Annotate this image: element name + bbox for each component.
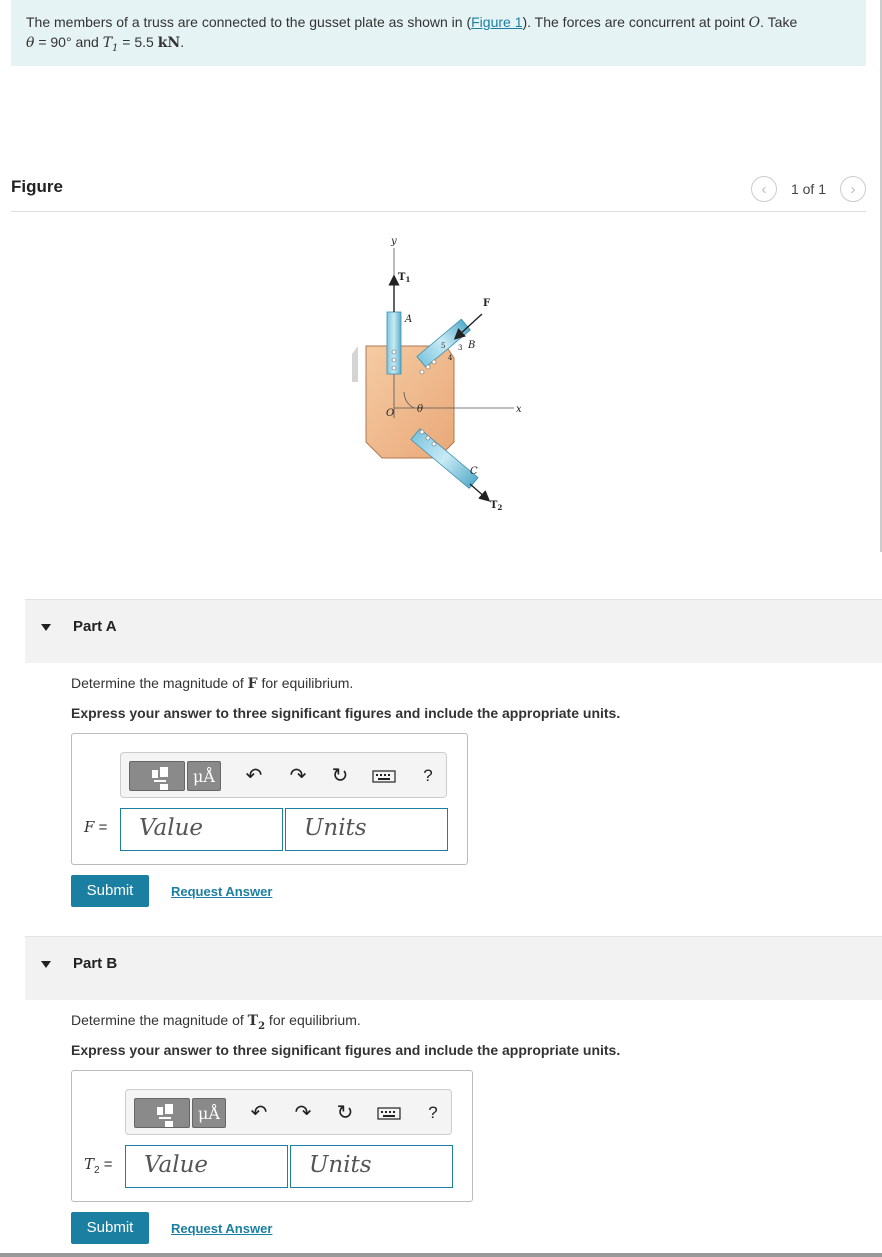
label-slope-3: 3	[458, 344, 463, 352]
figure-pager	[751, 176, 866, 202]
pager-text: 1 of 1	[790, 181, 826, 197]
gusset-plate-diagram	[330, 232, 550, 522]
member-a	[387, 312, 401, 374]
help-icon[interactable]: ?	[428, 1103, 438, 1122]
part-a-request-answer-link[interactable]: Request Answer	[171, 884, 273, 899]
templates-icon	[130, 762, 186, 792]
part-a-submit-button[interactable]: Submit	[71, 875, 149, 907]
gusset-plate-figure	[330, 232, 550, 522]
intro-text: The members of a truss are connected to the gusset plate as shown in (	[26, 14, 472, 30]
value-input[interactable]: Value	[120, 808, 283, 851]
undo-icon[interactable]: ↶	[250, 1102, 268, 1124]
keyboard-icon[interactable]	[371, 765, 397, 787]
help-icon[interactable]: ?	[423, 766, 433, 785]
part-a-answer-box	[71, 733, 468, 865]
templates-button[interactable]	[129, 761, 185, 791]
t2-arrow	[470, 484, 486, 498]
part-b-toolbar	[125, 1089, 452, 1135]
part-a-instruction: Express your answer to three significant figures and include the appropriate units.	[71, 705, 621, 721]
part-b-instruction: Express your answer to three significant figures and include the appropriate units.	[71, 1042, 621, 1058]
figure-link[interactable]: Figure 1	[471, 14, 523, 30]
reset-icon[interactable]: ↻	[336, 1102, 354, 1124]
label-x: x	[516, 404, 522, 415]
part-b-request-answer-link[interactable]: Request Answer	[171, 1221, 273, 1236]
value-input[interactable]: Value	[125, 1145, 288, 1188]
figure-title: Figure	[11, 177, 63, 196]
caret-down-icon	[41, 624, 51, 631]
units-input[interactable]: Units	[290, 1145, 453, 1188]
plate-shadow	[352, 346, 358, 382]
chevron-left-icon: ‹	[761, 180, 767, 198]
units-input[interactable]: Units	[285, 808, 448, 851]
units-symbol-button[interactable]: μÅ	[192, 1098, 226, 1128]
part-b-header[interactable]	[25, 936, 882, 1000]
part-b-submit-button[interactable]: Submit	[71, 1212, 149, 1244]
part-b-title: Part B	[73, 955, 118, 972]
reset-icon[interactable]: ↻	[331, 765, 349, 787]
label-t2: $T_2$	[490, 500, 503, 512]
label-slope-4: 4	[448, 354, 453, 362]
redo-icon[interactable]: ↷	[289, 765, 307, 787]
part-a-eq-label: F =	[84, 818, 108, 836]
chevron-right-icon: ›	[850, 180, 856, 198]
part-b-question: Determine the magnitude of $T_2$ for equilibrium.	[71, 1012, 361, 1032]
caret-down-icon	[41, 961, 51, 968]
next-figure-button[interactable]	[840, 176, 866, 202]
problem-statement: The members of a truss are connected to the gusset plate as shown in (Figure 1). The forces are concurrent at point O. Take θ = 90° and $T_1 = 5.5$ kN.	[11, 0, 866, 66]
units-symbol-button[interactable]: μÅ	[187, 761, 221, 791]
label-b: B	[468, 340, 476, 351]
keyboard-icon[interactable]	[376, 1102, 402, 1124]
part-a-question: Determine the magnitude of F for equilibrium.	[71, 675, 354, 692]
label-y: y	[391, 236, 397, 247]
redo-icon[interactable]: ↷	[294, 1102, 312, 1124]
figure-header	[11, 174, 866, 212]
label-theta: θ	[417, 404, 424, 415]
part-b-answer-box	[71, 1070, 473, 1202]
gusset-plate	[366, 346, 454, 458]
prev-figure-button[interactable]	[751, 176, 777, 202]
undo-icon[interactable]: ↶	[245, 765, 263, 787]
part-a-header[interactable]	[25, 599, 882, 663]
part-a-toolbar	[120, 752, 447, 798]
templates-icon	[135, 1099, 191, 1129]
label-c: C	[470, 466, 478, 477]
part-b-eq-label: $T_2$ =	[84, 1155, 113, 1176]
label-o: O	[386, 408, 395, 419]
bottom-border	[0, 1253, 882, 1257]
label-slope-5: 5	[441, 342, 446, 350]
label-f: F	[483, 298, 491, 309]
templates-button[interactable]	[134, 1098, 190, 1128]
label-a: A	[405, 314, 413, 325]
part-a-title: Part A	[73, 618, 117, 635]
label-t1: $T_1$	[398, 272, 411, 284]
